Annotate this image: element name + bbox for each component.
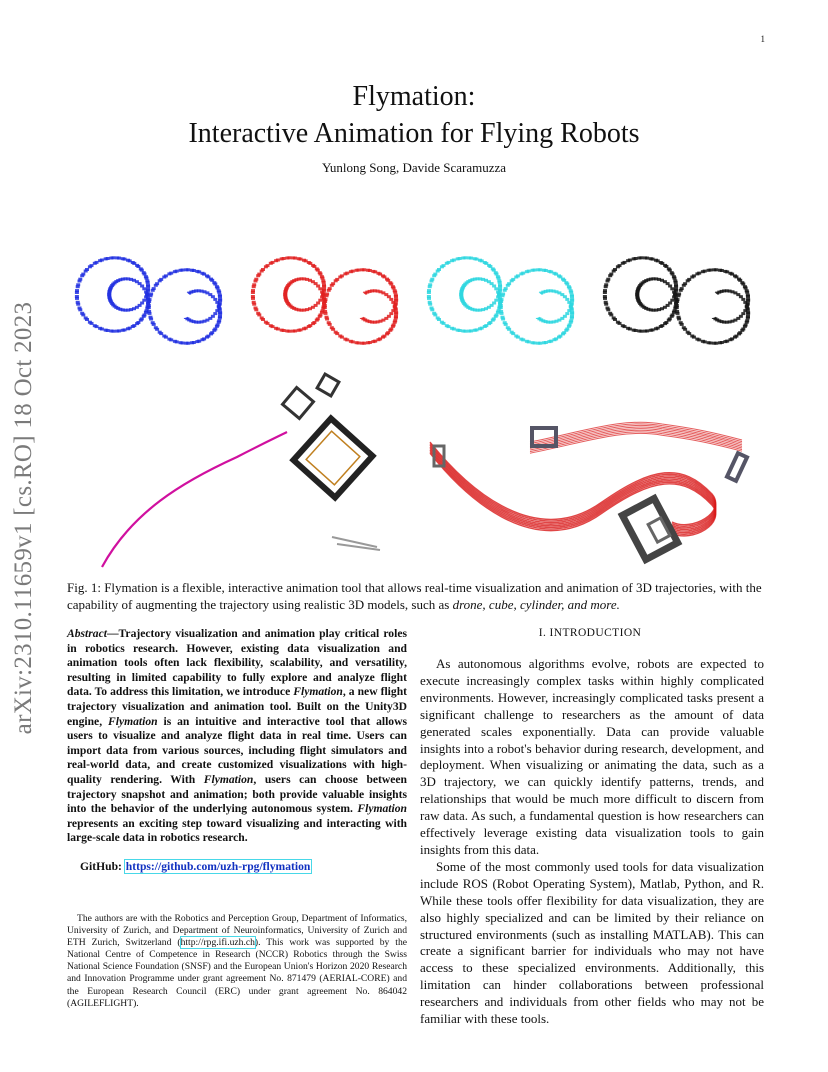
teaser-figure xyxy=(62,232,772,572)
abstract-text: is an intuitive and interactive tool that allows users to visualize and analyze flight data in real time. Users can import data from various sources, including flight simulators and real-world data, and create customized visualizations with high-quality rendering. With xyxy=(67,714,407,786)
butterfly-panel-2 xyxy=(251,256,398,344)
github-label: GitHub: xyxy=(80,860,125,873)
butterfly-panel-4 xyxy=(603,256,750,344)
author-list: Yunlong Song, Davide Scaramuzza xyxy=(321,160,507,175)
title-line-2: Interactive Animation for Flying Robots xyxy=(188,118,640,149)
caption-emphasis: drone, cube, cylinder, and more. xyxy=(452,597,620,612)
abstract-emphasis: Flymation xyxy=(108,714,158,728)
intro-paragraph: Some of the most commonly used tools for data visualization include ROS (Robot Operating System), Matlab, Python, and R. While these tools offer flexibility for data visualization, they are also highly specialized and can be limited by their reliance on structured environments (such as installing MATLAB). This can create a significant barrier for individuals who may not have access to these specialized environments. Additionally, this limitation can hinder collaborations between professional researchers and individuals from other fields who may not be familiar with these tools. xyxy=(420,858,764,1027)
paper-title xyxy=(0,78,828,152)
abstract-text: , a new flight trajectory visualization and animation tool. Built on the Unity3D engine, xyxy=(67,685,408,728)
abstract-emphasis: Flymation xyxy=(203,772,254,786)
section-heading: I. INTRODUCTION xyxy=(538,627,642,639)
caption-text: Fig. 1: Flymation is a flexible, interactive animation tool that allows real-time visualization and animation of 3D trajectories, with the capability of augmenting the trajectory using realistic 3D models, such as xyxy=(67,580,762,612)
figure-caption xyxy=(67,579,775,613)
arxiv-stamp: arXiv:2310.11659v1 [cs.RO] 18 Oct 2023 xyxy=(10,301,37,735)
abstract-text: , users can choose between trajectory snapshot and animation; both provide valuable insights into the behavior of the underlying autonomous system. xyxy=(67,772,408,816)
intro-paragraph: As autonomous algorithms evolve, robots are expected to execute increasingly complex tasks within highly complicated environments. However, increasingly complicated tasks present a significant challenge to researchers as the amount of data generated scales exponentially. Data can provide valuable insights into a robot's behavior during research, development, and deployment. When visualizing or animating the data, such as a 3D trajectory, we can quickly identify patterns, trends, and relationships that would be much more difficult to discern from raw data. As such, a fundamental question is how researchers can effectively leverage existing data visualization tools to gain insights from this data. xyxy=(420,656,764,857)
title-line-1: Flymation: xyxy=(352,81,476,112)
abstract-emphasis: Flymation xyxy=(293,685,343,699)
footnote-text: ). This work was supported by the National Centre of Competence in Research (NCCR) Robotics through the Swiss National Science Foundation (SNSF) and the European Union's Horizon 2020 Research and Innovation Programme under grant agreement No. 871479 (AERIAL-CORE) and the European Research Council (ERC) under grant agreement No. 864042 (AGILEFLIGHT). xyxy=(67,937,407,1009)
butterfly-panel-1 xyxy=(75,256,222,344)
github-link[interactable]: https://github.com/uzh-rpg/flymation xyxy=(125,860,311,873)
github-line xyxy=(80,860,311,873)
drone-trajectory-panel xyxy=(72,374,410,567)
lab-website-link[interactable]: http://rpg.ifi.uzh.ch xyxy=(180,937,255,949)
author-footnote xyxy=(67,913,407,1010)
abstract-lead: Abstract xyxy=(67,627,107,640)
butterfly-panel-3 xyxy=(427,256,574,344)
footnote-text: The authors are with the Robotics and Perception Group, Department of Informatics, University of Zurich, and Department of Neuroinformatics, University of Zurich and ETH Zurich, Switzerland ( xyxy=(67,913,407,949)
abstract-text: —Trajectory visualization and animation play critical roles in robotics research. However, existing data visualization and animation tools often lack flexibility, scalability, and versatility, resulting in limited capability to fully explore and analyze flight data. To address this limitation, we introduce xyxy=(67,627,407,699)
abstract-text: represents an exciting step toward visualizing and interacting with large-scale data in robotics research. xyxy=(67,816,407,845)
introduction-body xyxy=(420,656,764,1028)
abstract-emphasis: Flymation xyxy=(357,802,407,816)
page-number: 1 xyxy=(760,34,765,44)
butterfly-trajectory-panels xyxy=(75,256,750,344)
abstract xyxy=(67,627,407,846)
ribbon-trajectory-panel xyxy=(420,377,770,567)
